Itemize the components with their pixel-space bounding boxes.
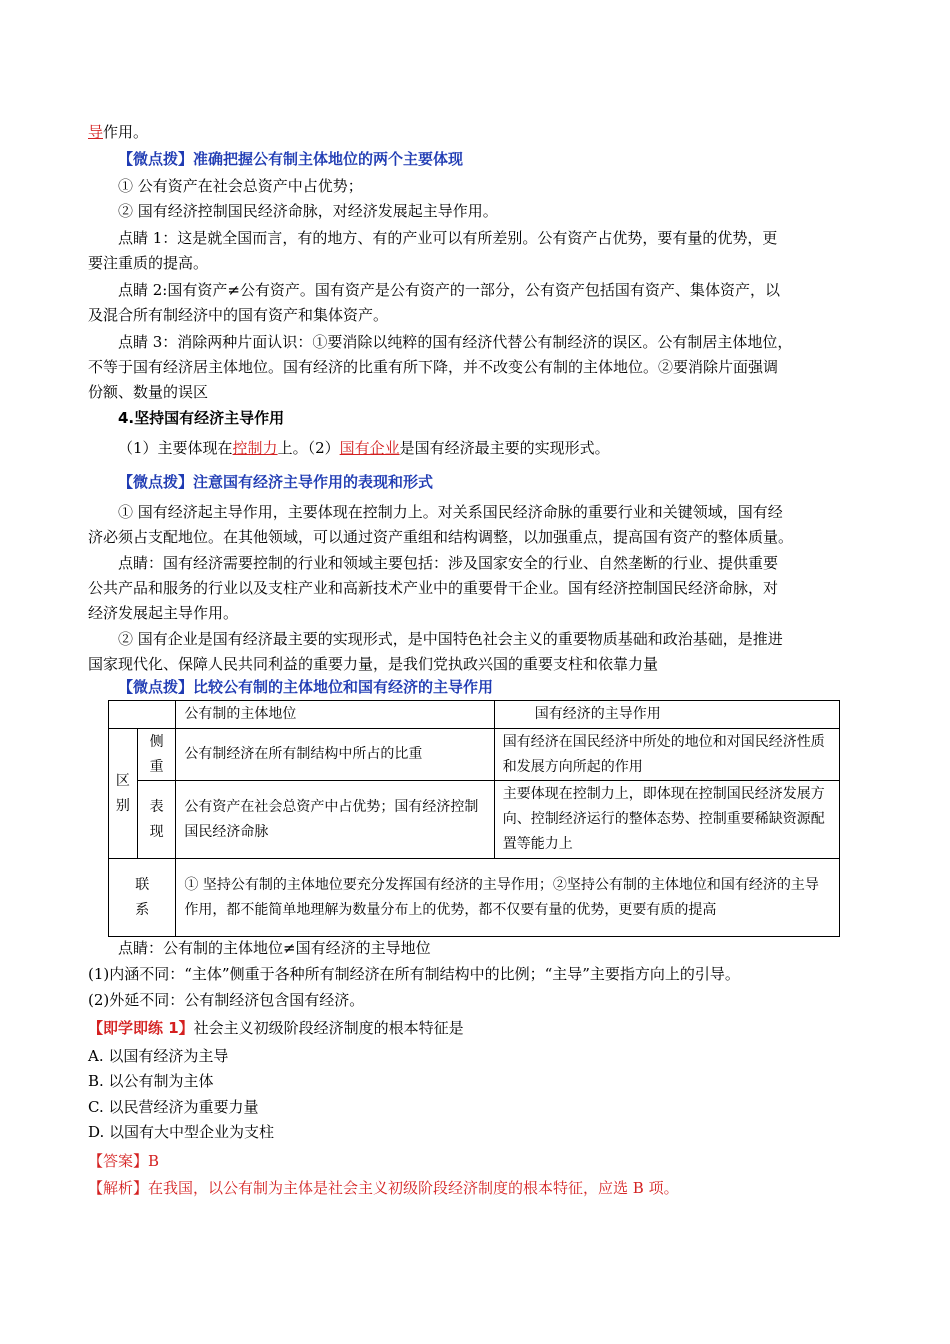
- table-cell: 公有资产在社会总资产中占优势；国有经济控制国民经济命脉: [176, 781, 494, 859]
- table-cell: 国有经济在国民经济中所处的地位和对国民经济性质和发展方向所起的作用: [494, 729, 839, 781]
- answer-line: 【答案】B: [88, 1152, 160, 1170]
- table-row-head: 联 系: [109, 859, 176, 937]
- paragraph: [118, 438, 898, 458]
- table-row-head: 表 现: [137, 781, 176, 859]
- option-c: C. 以民营经济为重要力量: [88, 1098, 259, 1116]
- paragraph: ① 国有经济起主导作用，主要体现在控制力上。对关系国民经济命脉的重要行业和关键领域，国有经: [118, 503, 783, 521]
- question-text: 社会主义初级阶段经济制度的根本特征是: [193, 1019, 464, 1037]
- table-header-col2: 国有经济的主导作用: [494, 701, 839, 729]
- red-term: 国有企业: [339, 439, 400, 457]
- tip-heading-3: 【微点拨】比较公有制的主体地位和国有经济的主导作用: [118, 678, 494, 696]
- paragraph: 点睛 3：消除两种片面认识：①要消除以纯粹的国有经济代替公有制经济的误区。公有制居主体地位，: [118, 333, 793, 351]
- table-cell: 公有制经济在所有制结构中所占的比重: [176, 729, 494, 781]
- line-continued: [88, 122, 868, 142]
- table-group-label: 区 别: [109, 729, 138, 859]
- explanation-line: 【解析】在我国，以公有制为主体是社会主义初级阶段经济制度的根本特征，应选 B 项。: [88, 1179, 679, 1197]
- tip-heading-1: 【微点拨】准确把握公有制主体地位的两个主要体现: [118, 150, 464, 168]
- red-term: 控制力: [232, 439, 278, 457]
- option-b: B. 以公有制为主体: [88, 1072, 214, 1090]
- section-heading: 4.坚持国有经济主导作用: [118, 409, 285, 427]
- table-cell: ① 坚持公有制的主体地位要充分发挥国有经济的主导作用；②坚持公有制的主体地位和国有经济的主导作用，都不能简单地理解为数量分布上的优势，都不仅要有量的优势，更要有质的提高: [176, 859, 840, 937]
- question-tag: 【即学即练 1】: [88, 1019, 194, 1037]
- paragraph: 点睛：公有制的主体地位≠国有经济的主导地位: [118, 939, 431, 957]
- table-row-head: 侧 重: [137, 729, 176, 781]
- paragraph: 济必须占支配地位。在其他领域，可以通过资产重组和结构调整，以加强重点，提高国有资产的整体质量。: [88, 528, 794, 546]
- paragraph: ① 公有资产在社会总资产中占优势；: [118, 177, 363, 195]
- comparison-table: [108, 700, 840, 937]
- paragraph: ② 国有经济控制国民经济命脉，对经济发展起主导作用。: [118, 202, 498, 220]
- red-term: 导: [88, 123, 104, 141]
- paragraph: 经济发展起主导作用。: [88, 604, 239, 622]
- paragraph: 点睛 2:国有资产≠公有资产。国有资产是公有资产的一部分，公有资产包括国有资产、集体资产，以: [118, 281, 780, 299]
- table-corner-cell: [109, 701, 176, 729]
- tip-heading-2: 【微点拨】注意国有经济主导作用的表现和形式: [118, 473, 434, 491]
- text: （1）主要体现在: [118, 439, 233, 457]
- paragraph: 要注重质的提高。: [88, 254, 209, 272]
- paragraph: 及混合所有制经济中的国有资产和集体资产。: [88, 306, 389, 324]
- paragraph: 国家现代化、保障人民共同利益的重要力量，是我们党执政兴国的重要支柱和依靠力量: [88, 655, 659, 673]
- table-header-col1: 公有制的主体地位: [176, 701, 494, 729]
- option-d: D. 以国有大中型企业为支柱: [88, 1123, 275, 1141]
- text: 上。（2）: [277, 439, 340, 457]
- question-line: [88, 1018, 868, 1038]
- paragraph: 份额、数量的误区: [88, 383, 209, 401]
- paragraph: (1)内涵不同：“主体”侧重于各种所有制经济在所有制结构中的比例；“主导”主要指方向上的引导。: [88, 965, 740, 983]
- option-a: A. 以国有经济为主导: [88, 1047, 229, 1065]
- paragraph: ② 国有企业是国有经济最主要的实现形式，是中国特色社会主义的重要物质基础和政治基础，是推进: [118, 630, 783, 648]
- table-cell: 主要体现在控制力上，即体现在控制国民经济发展方向、控制经济运行的整体态势、控制重要稀缺资源配置等能力上: [494, 781, 839, 859]
- paragraph: (2)外延不同：公有制经济包含国有经济。: [88, 991, 365, 1009]
- paragraph: 点睛：国有经济需要控制的行业和领域主要包括：涉及国家安全的行业、自然垄断的行业、提供重要: [118, 554, 779, 572]
- paragraph: 点睛 1：这是就全国而言，有的地方、有的产业可以有所差别。公有资产占优势，要有量的优势，更: [118, 229, 778, 247]
- paragraph: 公共产品和服务的行业以及支柱产业和高新技术产业中的重要骨干企业。国有经济控制国民经济命脉，对: [88, 579, 779, 597]
- text: 是国有经济最主要的实现形式。: [399, 439, 610, 457]
- text: 作用。: [103, 123, 149, 141]
- paragraph: 不等于国有经济居主体地位。国有经济的比重有所下降，并不改变公有制的主体地位。②要消除片面强调: [88, 358, 779, 376]
